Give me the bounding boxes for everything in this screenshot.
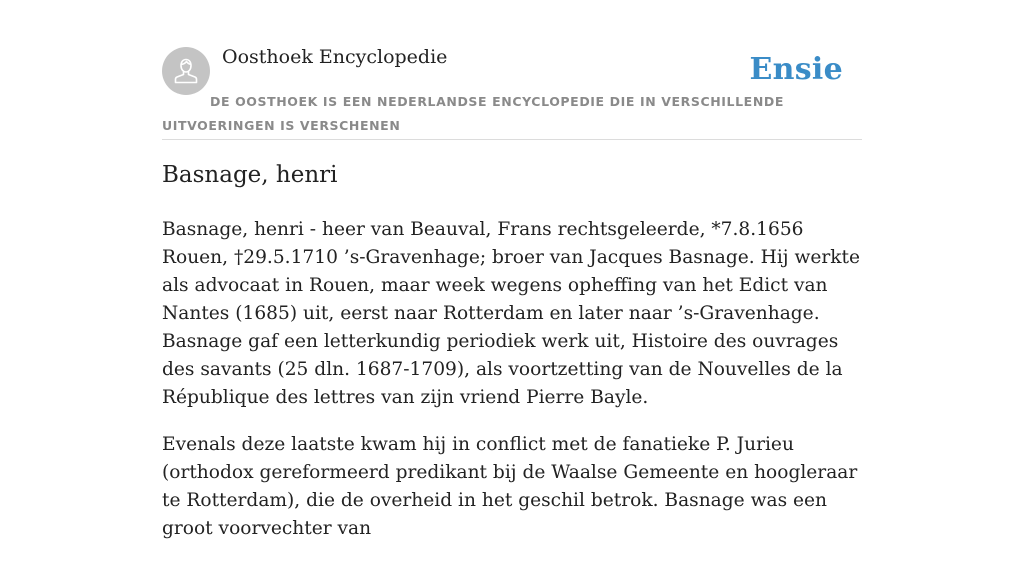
article-title: Basnage, henri: [162, 162, 338, 188]
article-paragraph: Basnage, henri - heer van Beauval, Frans rechtsgeleerde, *7.8.1656 Rouen, †29.5.1710 ’s-Gravenhage; broer van Jacques Basnage. Hij werkte als advocaat in Rouen, maar week wegens opheffing van het Edict van Nantes (1685) uit, eerst naar Rotterdam en later naar ’s-Gravenhage. Basnage gaf een letterkundig periodiek werk uit, Histoire des ouvrages des savants (25 dln. 1687-1709), als voortzetting van de Nouvelles de la République des lettres van zijn vriend Pierre Bayle.: [162, 219, 861, 408]
site-tagline: DE OOSTHOEK IS EEN NEDERLANDSE ENCYCLOPEDIE DIE IN VERSCHILLENDE UITVOERINGEN IS VERSCHENEN: [162, 94, 784, 133]
article-paragraph: Evenals deze laatste kwam hij in conflict met de fanatieke P. Jurieu (orthodox gereformeerd predikant bij de Waalse Gemeente en hoogleraar te Rotterdam), die de overheid in het geschil betrok. Basnage was een groot voorvechter van: [162, 434, 858, 539]
user-silhouette-icon: [171, 56, 201, 86]
ensie-logo-link[interactable]: Ensie: [749, 52, 843, 87]
site-header: [162, 0, 862, 140]
avatar[interactable]: [162, 47, 210, 95]
site-name-link[interactable]: Oosthoek Encyclopedie: [222, 46, 448, 68]
page-container: [162, 0, 862, 539]
article-body: [162, 216, 862, 562]
